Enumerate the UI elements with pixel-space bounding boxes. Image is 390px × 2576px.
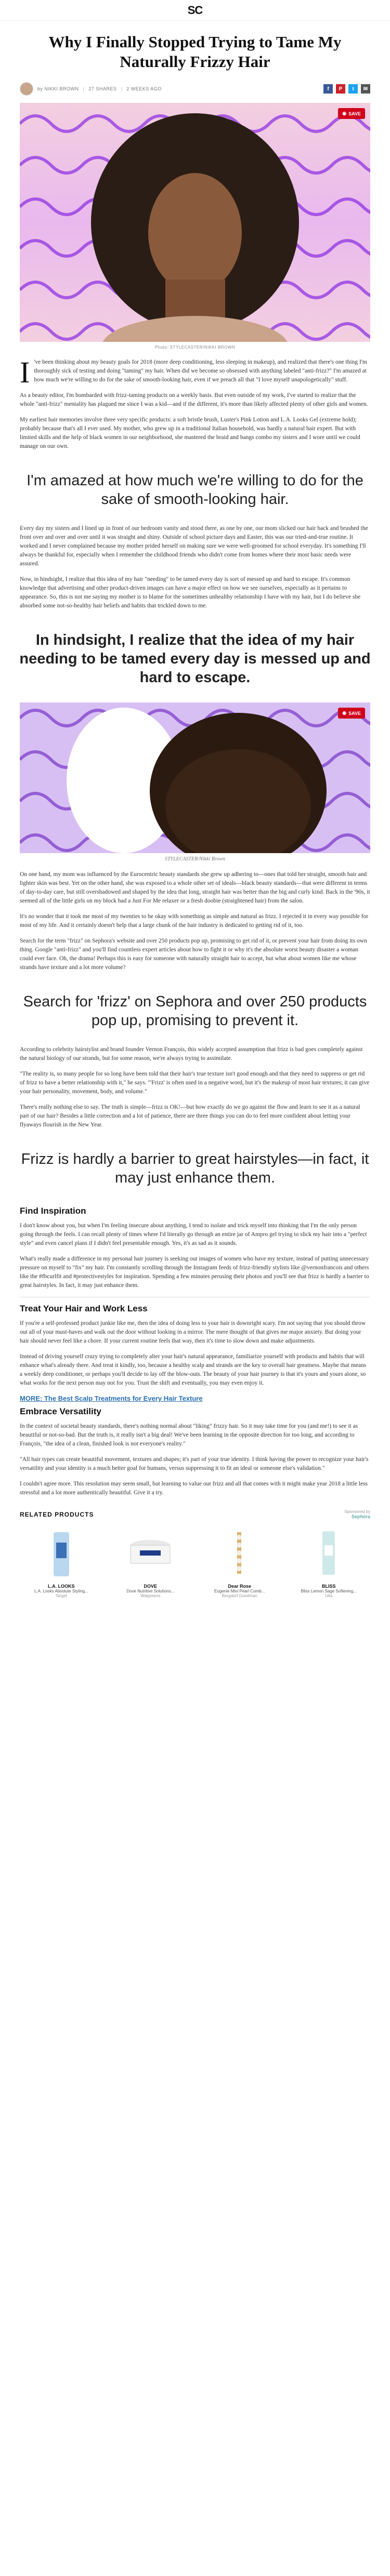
paragraph-13: What's really made a difference in my personal hair journey is seeking out images of women who have my texture, instead of putting unnecessary pressure on myself to "fix" my hair. I'm constantly scrolling through the Instagram feeds of frizz-friendly stylists like @vernonfrancois and others like the #fbcurlfit and #protectivestyles for inspiration. Spending a few minutes perusing their photos and you'll see that frizz is hardly a barrier to great hairstyles. In fact, it may just enhance them. bbox=[20, 1256, 369, 1289]
product-brand: BLISS bbox=[321, 1584, 336, 1589]
gel-bottle-icon bbox=[46, 1527, 77, 1579]
related-products-title: RELATED PRODUCTS bbox=[20, 1510, 94, 1518]
facebook-icon[interactable]: f bbox=[323, 84, 333, 94]
hair-illustration bbox=[20, 702, 370, 853]
paragraph-18: I couldn't agree more. This resolution may seem small, but learning to value our frizz and all that comes with it might make year 2018 a little less stressful and a lot more authentically beautiful. Give it a try. bbox=[20, 1481, 368, 1496]
paragraph-9: According to celebrity hairstylist and brand founder Vernon François, this widely accepted assumption that frizz is bad goes completely against the natural biology of our strands, but for some reason, we're always trying to assimilate. bbox=[20, 1046, 363, 1061]
pull-quote-1: I'm amazed at how much we're willing to do for the sake of smooth-looking hair. bbox=[27, 472, 363, 508]
author-name[interactable]: by NIKKI BROWN bbox=[37, 86, 79, 91]
product-store: Walgreens bbox=[140, 1594, 161, 1598]
pinterest-icon[interactable]: P bbox=[336, 84, 345, 94]
product-name: Dove Nutritive Solutions... bbox=[126, 1589, 175, 1594]
author-avatar[interactable] bbox=[20, 82, 33, 96]
share-count: 27 SHARES bbox=[88, 86, 117, 91]
paragraph-1 bbox=[20, 355, 370, 389]
paragraph-4: Every day my sisters and I lined up in front of our bedroom vanity and stood there, as one by one, our mom slicked our hair back and brushed the front over and over and over until it was straight and shiny. Outside of school picture days and Easter, this was our tried-and-true routine. It worked and I never complained because my mother prided herself on making sure we were well-groomed for school everyday. It's something I'll always be thankful for, especially when I remember the childhood friends who didn't come from homes where their most basic needs were assured. bbox=[20, 525, 368, 567]
heading-find-inspiration: Find Inspiration bbox=[20, 1206, 86, 1216]
hero-image bbox=[20, 103, 370, 342]
article-body-4 bbox=[0, 1045, 390, 1130]
paragraph-16: In the context of societal beauty standards, there's nothing normal about "liking" frizzy hair. So it may take time for you (and me!) to see it as beautiful or not-so-bad. But the truth is, it really isn't a big deal! We've been learning in the opposite direction for too long, and according to François, "the idea of a clean, finished look is not everyone's reality." bbox=[20, 1423, 358, 1447]
pull-quote-4: Frizz is hardly a barrier to great hairstyles—in fact, it may just enhance them. bbox=[21, 1151, 369, 1186]
byline-separator-2: | bbox=[121, 86, 123, 91]
paragraph-3: My earliest hair memories involve three very specific products: a soft bristle brush, Luster's Pink Lotion and L.A. Looks Gel (extreme hold); probably because that's all I ever used. My mother, who grew up in a traditional Italian household, was hardly a natural hair expert. But with limited skills and the help of black women in our neighborhood, she mastered the braid and bangs combo my sisters and I wore until we could manage on our own. bbox=[20, 417, 360, 449]
save-button-2[interactable] bbox=[338, 708, 365, 719]
byline-row bbox=[0, 77, 390, 103]
paragraph-15: Instead of driving yourself crazy trying to completely alter your hair's natural appearance, familiarize yourself with products and habits that will enhance what's already there. And treat it kindly, too, because a healthy scalp and strands are the key to overall hair greatness. Maybe that means a weekly deep conditioner, or perhaps you'll decide to lay off the blow-outs. The beauty of your hair journey is that it's yours and yours alone, so what works for the next person may not for you. Trust the shift and eventually, you may even enjoy it. bbox=[20, 1353, 367, 1386]
tube-icon bbox=[313, 1527, 344, 1579]
site-logo[interactable]: SC bbox=[187, 3, 203, 17]
product-image bbox=[198, 1524, 281, 1582]
hair-image bbox=[20, 702, 370, 853]
pearl-comb-icon bbox=[224, 1527, 255, 1579]
pull-quote-2: In hindsight, I realize that the idea of my hair needing to be tamed every day is messed up and hard to escape. bbox=[19, 632, 371, 686]
save-button[interactable] bbox=[338, 108, 365, 119]
product-store: Target bbox=[55, 1594, 67, 1598]
product-card[interactable] bbox=[20, 1524, 103, 1598]
sponsor-label bbox=[345, 1509, 370, 1519]
product-brand: DOVE bbox=[144, 1584, 157, 1589]
paragraph-2: As a beauty editor, I'm bombarded with frizz-taming products on a weekly basis. But even outside of my work, I've started to realize that the whole "anti-frizz" mentality has plagued me since I was a kid—and if the different, it's more than likely affected plenty of other girls and women. bbox=[20, 392, 368, 407]
hair-image-caption: STYLECASTER/Nikki Brown bbox=[164, 856, 226, 862]
byline bbox=[20, 82, 162, 96]
product-store: Ulta bbox=[325, 1594, 333, 1598]
product-card[interactable] bbox=[198, 1524, 281, 1598]
product-brand: Dear Rose bbox=[228, 1584, 252, 1589]
drop-cap: I bbox=[20, 355, 30, 389]
article-title: Why I Finally Stopped Trying to Tame My Naturally Frizzy Hair bbox=[48, 33, 342, 71]
article-body-5 bbox=[0, 1206, 390, 1497]
save-label-2: SAVE bbox=[348, 710, 361, 716]
product-image bbox=[109, 1524, 192, 1582]
product-image bbox=[20, 1524, 103, 1582]
paragraph-12: I don't know about you, but when I'm feeling insecure about anything, I tend to isolate and trick myself into thinking that I'm the only person going through the feels. I can recall plenty of times where I'd literally go through an entire jar of Ampro gel trying to slick my hair into a "perfect style" and even cancel plans if I didn't feel presentable enough. Yes, it's as sad as it sounds. bbox=[20, 1223, 367, 1246]
publish-time: 2 WEEKS AGO bbox=[126, 86, 162, 91]
heading-treat-hair: Treat Your Hair and Work Less bbox=[20, 1304, 148, 1313]
paragraph-5: Now, in hindsight, I realize that this idea of my hair "needing" to be tamed every day is sort of messed up and hard to escape. It's common knowledge that advertising and other product-driven images can have a major effect on how we see ourselves, especially as it pertains to appearance. So, this is not me saying my mother is to blame for the sometimes unhealthy relationship I have with my hair, but I do believe she absorbed some not-so-healthy hair beliefs and habits that trickled down to me. bbox=[20, 576, 361, 609]
article-body bbox=[0, 355, 390, 451]
product-name: Eugenie Mini Pearl Comb... bbox=[214, 1589, 265, 1594]
product-name: L.A. Looks Absolute Styling... bbox=[34, 1589, 88, 1594]
paragraph-10: "The reality is, so many people for so long have been told that their hair's true texture isn't good enough and that they need to suppress or get rid of frizz to have a better relationship with it," he says. "'Frizz' is often used in a negative word, but it's the makeup of most hair textures; it can give your hair personality, movement, body, and volume." bbox=[20, 1071, 370, 1095]
more-link[interactable]: MORE: The Best Scalp Treatments for Every Hair Texture bbox=[20, 1395, 203, 1402]
paragraph-14: If you're a self-professed product junkie like me, then the idea of doing less to your hair is downright scary. I'm not saying that you should throw out all of your must-haves and walk out the door without looking in a mirror. The mere thought of that gives me major anxiety. But doing your hair should never feel like a chore. If your current routine feels that way, then it's time to slow down and make adjustments. bbox=[20, 1320, 366, 1344]
twitter-icon[interactable]: t bbox=[348, 84, 358, 94]
pinterest-save-icon: ◉ bbox=[342, 111, 347, 116]
article-body-3 bbox=[0, 870, 390, 972]
paragraph-17: "All hair types can create beautiful movement, textures and shapes; it's part of your true identity. I think having the power to recognize your hair's versatility and your identity is a much better goal for humans, versus suppressing it to fit an ideal or someone else's validation." bbox=[20, 1456, 369, 1471]
share-buttons bbox=[323, 84, 370, 94]
product-name: Bliss Lemon Sage Softening... bbox=[301, 1589, 357, 1594]
product-brand: L.A. LOOKS bbox=[48, 1584, 75, 1589]
paragraph-11: There's really nothing else to say. The truth is simple—frizz is OK!—but how exactly do we go against the flow and learn to see it as a natural part of our hair? Besides a little correction and a lot of patience, there are three things you can do to feel more confident about letting your flyaways flourish in the New Year. bbox=[20, 1104, 360, 1128]
heading-embrace-versatility: Embrace Versatility bbox=[20, 1406, 101, 1416]
related-products bbox=[0, 1504, 390, 1598]
email-icon[interactable]: ✉ bbox=[361, 84, 370, 94]
product-image bbox=[288, 1524, 371, 1582]
sponsor-prefix: Sponsored by bbox=[344, 1509, 370, 1514]
byline-separator: | bbox=[83, 86, 85, 91]
pinterest-save-icon-2: ◉ bbox=[342, 710, 347, 715]
related-products-header bbox=[20, 1509, 370, 1519]
paragraph-8: Search for the term "frizz" on Sephora's website and over 250 products pop up, promising to get rid of it, or prevent your hair from doing its own thing. Google "anti-frizz" and you'll find countless expert articles about how to fight it or why it's the absolute worst beauty disaster a woman could ever face. Oh, the drama! Perhaps this is easy for someone with naturally straight hair to accept, but what about women like me whose strands have texture and a lot more volume? bbox=[20, 938, 367, 971]
product-card[interactable] bbox=[109, 1524, 192, 1598]
hero-caption: Photo: STYLECASTER/NIKKI BROWN bbox=[154, 345, 236, 350]
pull-quote-3: Search for 'frizz' on Sephora and over 250 products pop up, promising to prevent it. bbox=[23, 993, 367, 1029]
cream-jar-icon bbox=[127, 1535, 174, 1571]
sponsor-brand[interactable]: Sephora bbox=[351, 1514, 370, 1519]
site-header bbox=[0, 0, 390, 21]
paragraph-6: On one hand, my mom was influenced by the Eurocentric beauty standards she grew up adhering to—ones that told her straight, smooth hair and lighter skin was best. Yet on the other hand, she was exposed to a whole other set of ideals—black beauty standards—that were different in terms of day-to-day care, but still overshadowed and shaped by the idea that long, straight hair was better than the big and curly kind. Back in the '90s, it seemed all of the little girls on my block had a Just For Me relaxer or a fresh doobie (straightened hair) from the salon. bbox=[20, 871, 370, 904]
product-store: Bergdorf Goodman bbox=[222, 1594, 257, 1598]
paragraph-1-text: 've been thinking about my beauty goals for 2018 (more deep conditioning, less sleeping in makeup), and realized that there's one thing I'm thoroughly sick of testing and doing "taming" my hair. When did we become so obsessed with anything labeled "anti-frizz?" I'm amazed at how much we're willing to do for the sake of smooth-looking hair, even if we preach all that "I love myself unapologetically" stuff. bbox=[34, 359, 367, 383]
article-header bbox=[0, 21, 390, 77]
hero-illustration bbox=[20, 103, 370, 342]
paragraph-7: It's no wonder that it took me most of my twenties to be okay with something as simple and natural as frizz. I rejected it in every way possible for most of my life. And it certainly doesn't help that a large chunk of the hair industry is dedicated to getting rid of it, too. bbox=[20, 913, 369, 928]
product-card[interactable] bbox=[288, 1524, 371, 1598]
article-body-2 bbox=[0, 524, 390, 610]
save-label: SAVE bbox=[348, 111, 361, 116]
product-grid bbox=[20, 1524, 370, 1598]
